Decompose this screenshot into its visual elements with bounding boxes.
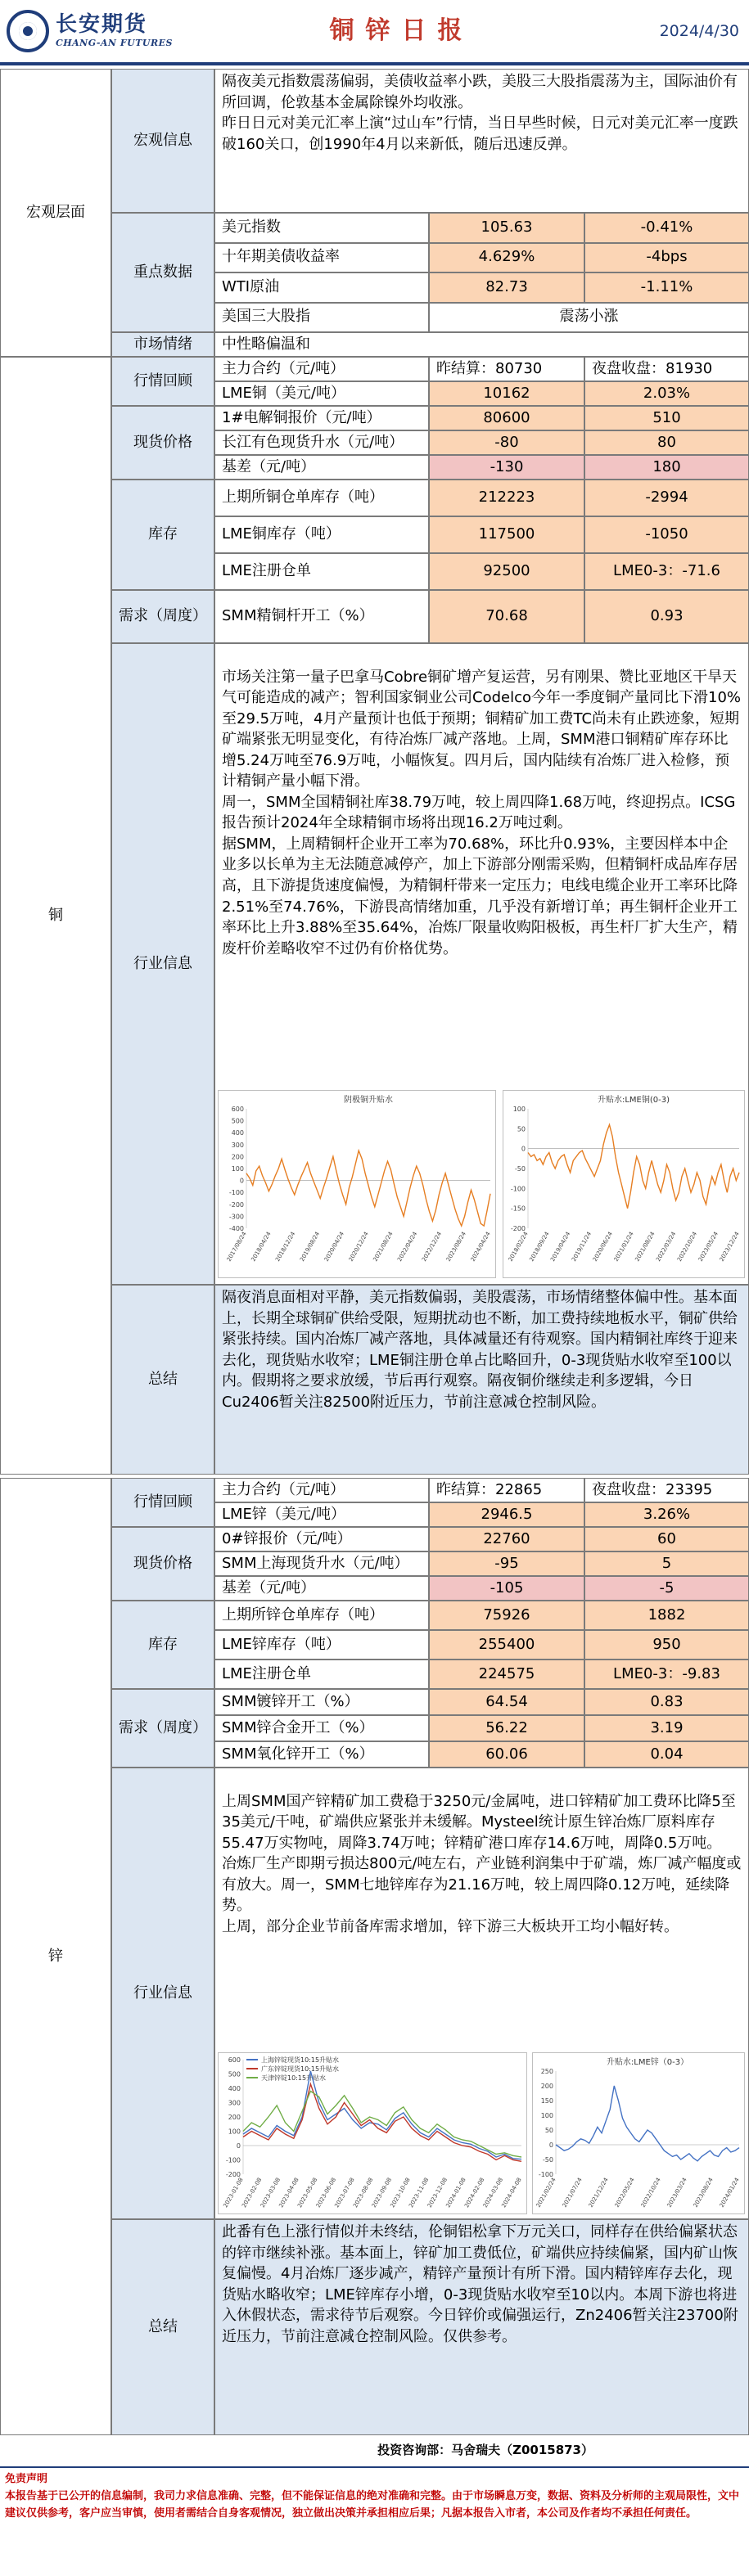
x-tick-label: 2023/12/24	[718, 1231, 741, 1263]
row-name: SMM锌合金开工（%）	[214, 1715, 429, 1741]
row-value: 117500	[429, 516, 584, 553]
row-value: 82.73	[429, 272, 584, 303]
y-tick-label: 300	[228, 2099, 241, 2107]
x-tick-label: 2017/08/24	[225, 1231, 248, 1263]
x-tick-label: 2021/12/24	[587, 2177, 610, 2209]
disclaimer-block	[0, 2466, 749, 2525]
copper-chart-premium	[218, 1090, 496, 1278]
x-tick-label: 2021/08/24	[634, 1231, 657, 1263]
zinc-lme-value: 2946.5	[429, 1502, 584, 1527]
row-name: 基差（元/吨）	[214, 455, 429, 480]
row-change: -1.11%	[584, 272, 749, 303]
x-tick-label: 2023/05/24	[697, 1231, 720, 1263]
row-name: 十年期美债收益率	[214, 243, 429, 273]
series-line	[528, 1125, 739, 1209]
x-tick-label: 2018/12/24	[274, 1231, 297, 1263]
zinc-stock-label: 库存	[111, 1601, 214, 1689]
row-name: LME注册仓单	[214, 553, 429, 590]
zinc-spot-label: 现货价格	[111, 1527, 214, 1601]
row-name: LME注册仓单	[214, 1660, 429, 1689]
row-change: -1050	[584, 516, 749, 553]
y-tick-label: 500	[228, 2070, 241, 2078]
macro-info-text-2: 昨日日元对美元汇率上演“过山车”行情，当日早些时候，日元对美元汇率一度跌破160关口，创1990年4月以来新低，随后迅速反弹。	[222, 115, 738, 153]
y-tick-label: -200	[510, 1225, 526, 1232]
x-tick-label: 2020/06/24	[591, 1231, 614, 1263]
series-line	[243, 2092, 521, 2158]
copper-chart-lme-spread	[503, 1090, 745, 1278]
y-tick-label: -300	[228, 1213, 244, 1221]
copper-lme-spread-chart-svg	[503, 1091, 746, 1279]
x-tick-label: 2023/08/24	[444, 1231, 467, 1263]
row-name: 上期所锌仓单库存（吨）	[214, 1601, 429, 1630]
x-tick-label: 2024-02-08	[463, 2177, 486, 2209]
row-value: 255400	[429, 1630, 584, 1660]
row-change: 1882	[584, 1601, 749, 1630]
row-value: 70.68	[429, 590, 584, 643]
x-tick-label: 2023-07-08	[333, 2177, 356, 2209]
row-value: 75926	[429, 1601, 584, 1630]
x-tick-label: 2018/09/24	[528, 1231, 551, 1263]
chart-title: 升贴水:LME铜(0-3)	[597, 1096, 670, 1105]
row-name: SMM精铜杆开工（%）	[214, 590, 429, 643]
y-tick-label: 600	[231, 1106, 244, 1113]
zinc-night-close: 夜盘收盘：23395	[584, 1478, 749, 1502]
company-logo-icon	[7, 10, 49, 52]
x-tick-label: 2023-10-08	[389, 2177, 412, 2209]
y-tick-label: 400	[228, 2085, 241, 2092]
zinc-summary-text: 此番有色上涨行情似并未终结，伦铜铝松拿下万元关口，同样存在供给偏紧状态的锌市继续补涨。基本面上，锌矿加工费低位，矿端供应持续偏紧，国内矿山恢复偏慢。4月冶炼厂逐步减产，精锌产量预计有所下滑。国内精锌库存去化，现货贴水略收窄；LME锌库存小增，0-3现货贴水收窄至10以内。本周下游也将进入休假状态，需求待节后观察。今日锌价或偏强运行，Zn2406暂关注23700附近压力，节前注意减仓控制风险。仅供参考。	[222, 2223, 738, 2345]
y-tick-label: 200	[231, 1153, 244, 1161]
y-tick-label: 100	[540, 2112, 553, 2119]
y-tick-label: 0	[521, 1145, 526, 1153]
row-change: 3.19	[584, 1715, 749, 1741]
y-tick-label: 0	[239, 1177, 244, 1185]
x-tick-label: 2024-03-08	[481, 2177, 505, 2209]
row-change: 0.93	[584, 590, 749, 643]
row-name: SMM氧化锌开工（%）	[214, 1741, 429, 1768]
y-tick-label: 100	[228, 2128, 241, 2136]
x-tick-label: 2022/10/24	[639, 2177, 662, 2209]
key-data-label: 重点数据	[111, 213, 214, 332]
copper-lme-label: LME铜（美元/吨）	[214, 381, 429, 406]
row-value: 212223	[429, 480, 584, 516]
y-tick-label: -100	[228, 1189, 244, 1197]
x-tick-label: 2021/07/24	[561, 2177, 584, 2209]
row-change: 0.83	[584, 1689, 749, 1715]
company-name-en: CHANG-AN FUTURES	[56, 37, 173, 48]
row-value: -130	[429, 455, 584, 480]
zinc-premium-chart-svg	[219, 2053, 528, 2215]
y-tick-label: 200	[540, 2083, 553, 2090]
disclaimer-text: 本报告基于已公开的信息编制，我司力求信息准确、完整，但不能保证信息的绝对准确和完整。由于市场瞬息万变，数据、资料及分析师的主观局限性，文中建议仅供参考，客户应当审慎，使用者需结合自身客观情况，独立做出决策并承担相应后果；凡据本报告入市者，本公司及作者均不承担任何责任。	[5, 2489, 740, 2520]
macro-info-label: 宏观信息	[111, 69, 214, 213]
copper-premium-chart-svg	[219, 1091, 497, 1279]
x-tick-label: 2018/04/24	[250, 1231, 273, 1263]
report-header	[0, 0, 749, 65]
row-change: 5	[584, 1551, 749, 1576]
zinc-chart-premium	[218, 2052, 527, 2214]
row-change: -0.41%	[584, 213, 749, 243]
row-value: 4.629%	[429, 243, 584, 273]
x-tick-label: 2021/01/24	[612, 1231, 635, 1263]
copper-summary-text: 隔夜消息面相对平静，美元指数偏弱，美股震荡，市场情绪整体偏中性。基本面上，长期全球铜矿供给受限，短期扰动也不断，加工费持续地板水平，铜矿供给紧张持续。国内冶炼厂减产落地，具体减量还有待观察。国内精铜社库终于迎来去化，现货贴水收窄；LME铜注册仓单占比略回升，0-3现货贴水收窄至100以内。假期将之要求放缓，节后再行观察。隔夜铜价继续走利多逻辑，今日Cu2406暂关注82500附近压力，节前注意减仓控制风险。	[222, 1289, 738, 1411]
y-tick-label: 500	[231, 1117, 244, 1125]
x-tick-label: 2024-01-08	[444, 2177, 467, 2209]
row-value: 80600	[429, 406, 584, 430]
legend-label: 上海锌锭现货10:15升贴水	[261, 2056, 340, 2064]
y-tick-label: 200	[228, 2114, 241, 2121]
row-name: 美元指数	[214, 213, 429, 243]
y-tick-label: 100	[512, 1106, 526, 1113]
y-tick-label: 150	[540, 2097, 553, 2105]
row-name: SMM镀锌开工（%）	[214, 1689, 429, 1715]
x-tick-label: 2023-11-08	[408, 2177, 431, 2209]
chart-title: 升贴水:LME锌（0-3）	[606, 2058, 689, 2067]
row-change: -5	[584, 1576, 749, 1601]
zinc-main-contract: 主力合约（元/吨）	[214, 1478, 429, 1502]
row-value: -105	[429, 1576, 584, 1601]
row-name: 0#锌报价（元/吨）	[214, 1527, 429, 1551]
x-tick-label: 2023/08/24	[692, 2177, 715, 2209]
copper-lme-change: 2.03%	[584, 381, 749, 406]
macro-section-label: 宏观层面	[0, 69, 111, 357]
y-tick-label: 300	[231, 1141, 244, 1149]
report-date: 2024/4/30	[659, 21, 739, 40]
x-tick-label: 2021/08/24	[372, 1231, 395, 1263]
row-change: 80	[584, 430, 749, 455]
row-name: 上期所铜仓单库存（吨）	[214, 480, 429, 516]
x-tick-label: 2024-04-08	[500, 2177, 523, 2209]
report-title: 铜锌日报	[329, 16, 474, 46]
x-tick-label: 2023-05-08	[296, 2177, 319, 2209]
row-change: 60	[584, 1527, 749, 1551]
market-mood-label: 市场情绪	[111, 332, 214, 357]
row-name: 1#电解铜报价（元/吨）	[214, 406, 429, 430]
x-tick-label: 2022/12/24	[421, 1231, 444, 1263]
x-tick-label: 2023/03/24	[666, 2177, 688, 2209]
zinc-lme-change: 3.26%	[584, 1502, 749, 1527]
copper-spot-label: 现货价格	[111, 406, 214, 480]
row-value: 105.63	[429, 213, 584, 243]
row-value: 224575	[429, 1660, 584, 1689]
x-tick-label: 2022/10/24	[676, 1231, 699, 1263]
y-tick-label: 400	[231, 1129, 244, 1137]
row-name: LME铜库存（吨）	[214, 516, 429, 553]
zinc-summary-cell	[214, 2219, 749, 2435]
x-tick-label: 2022/05/24	[613, 2177, 636, 2209]
row-name: LME锌库存（吨）	[214, 1630, 429, 1660]
row-name: SMM上海现货升水（元/吨）	[214, 1551, 429, 1576]
row-value: 震荡小涨	[429, 303, 749, 333]
row-name: WTI原油	[214, 272, 429, 303]
y-tick-label: 50	[544, 2127, 553, 2134]
copper-lme-value: 10162	[429, 381, 584, 406]
row-change: LME0-3：-71.6	[584, 553, 749, 590]
y-tick-label: -200	[228, 1200, 244, 1209]
x-tick-label: 2023-02-08	[241, 2177, 264, 2209]
x-tick-label: 2022/04/24	[396, 1231, 419, 1263]
row-change: -2994	[584, 480, 749, 516]
copper-industry-label: 行业信息	[111, 643, 214, 1285]
y-tick-label: -100	[225, 2156, 241, 2164]
row-change: LME0-3：-9.83	[584, 1660, 749, 1689]
x-tick-label: 2023-03-08	[259, 2177, 282, 2209]
row-name: 美国三大股指	[214, 303, 429, 333]
chart-title: 阴极铜升贴水	[344, 1096, 393, 1105]
zinc-prev-close: 昨结算：22865	[429, 1478, 584, 1502]
zinc-section-label: 锌	[0, 1478, 111, 2435]
row-value: -95	[429, 1551, 584, 1576]
x-tick-label: 2023-01-08	[222, 2177, 245, 2209]
y-tick-label: -50	[542, 2156, 553, 2164]
copper-quote-label: 行情回顾	[111, 357, 214, 406]
y-tick-label: -50	[514, 1165, 526, 1173]
copper-demand-label: 需求（周度）	[111, 590, 214, 643]
report-footer	[0, 2437, 749, 2525]
row-change: 0.04	[584, 1741, 749, 1768]
y-tick-label: 0	[548, 2141, 553, 2149]
copper-stock-label: 库存	[111, 480, 214, 590]
copper-industry-text: 市场关注第一量子巴拿马Cobre铜矿增产复运营，另有刚果、赞比亚地区干旱天气可能造成的减产；智利国家铜业公司Codelco今年一季度铜产量同比下滑10%至29.5万吨，4月产量预计也低于预期；铜精矿加工费TC尚未有止跌迹象，短期矿端紧张无明显变化，有待冶炼厂减产落地。上周，SMM港口铜精矿库存环比增5.24万吨至76.9万吨，小幅恢复。四月后，国内陆续有冶炼厂进入检修，预计精铜产量小幅下滑。 周一，SMM全国精铜社库38.79万吨，较上周四降1.68万吨，终迎拐点。ICSG报告预计2024年全球精铜市场将出现16.2万吨过剩。 据SMM，上周精铜杆企业开工率为70.68%，环比升0.93%，主要因样本中企业多以长单为主无法随意减停产，加上下游部分刚需采购，但精铜杆成品库存居高，且下游提货速度偏慢，为精铜杆带来一定压力；电线电缆企业开工率环比降2.51%至74.76%，下游畏高情绪加重，几乎没有新增订单；再生铜杆企业开工率环比上升3.88%至35.64%，冶炼厂限量收购阳极板，再生杆厂扩大生产，精废杆价差略收窄不过仍有价格优势。	[222, 668, 741, 957]
row-change: -4bps	[584, 243, 749, 273]
row-change: 180	[584, 455, 749, 480]
y-tick-label: 600	[228, 2056, 241, 2064]
x-tick-label: 2020/04/24	[323, 1231, 345, 1263]
x-tick-label: 2023-09-08	[370, 2177, 394, 2209]
zinc-summary-label: 总结	[111, 2219, 214, 2435]
zinc-demand-label: 需求（周度）	[111, 1689, 214, 1768]
row-value: 64.54	[429, 1689, 584, 1715]
y-tick-label: 0	[236, 2142, 241, 2150]
copper-prev-close: 昨结算：80730	[429, 357, 584, 381]
x-tick-label: 2019/11/24	[571, 1231, 593, 1263]
copper-summary-label: 总结	[111, 1285, 214, 1475]
zinc-chart-lme-spread	[532, 2052, 745, 2214]
x-tick-label: 2018/02/24	[507, 1231, 530, 1263]
zinc-quote-label: 行情回顾	[111, 1478, 214, 1527]
x-tick-label: 2020/12/24	[347, 1231, 370, 1263]
copper-main-contract: 主力合约（元/吨）	[214, 357, 429, 381]
x-tick-label: 2024/04/24	[469, 1231, 492, 1263]
x-tick-label: 2023-12-08	[426, 2177, 449, 2209]
x-tick-label: 2022/03/24	[655, 1231, 678, 1263]
row-value: 60.06	[429, 1741, 584, 1768]
zinc-lme-spread-chart-svg	[533, 2053, 746, 2215]
row-value: 22760	[429, 1527, 584, 1551]
zinc-industry-text: 上周SMM国产锌精矿加工费稳于3250元/金属吨，进口锌精矿加工费环比降5至35美元/干吨，矿端供应紧张并未缓解。Mysteel统计原生锌冶炼厂原料库存55.47万实物吨，周降3.74万吨；锌精矿港口库存14.6万吨，周降0.5万吨。 冶炼厂生产即期亏损达800元/吨左右，产业链利润集中于矿端，炼厂减产幅度或有放大。周一，SMM七地锌库存为21.16万吨，较上周四降0.12万吨，延续降势。 上周，部分企业节前备库需求增加，锌下游三大板块开工均小幅好转。	[222, 1792, 742, 1935]
x-tick-label: 2023-04-08	[277, 2177, 300, 2209]
legend-label: 天津锌锭10:15升贴水	[261, 2074, 327, 2082]
copper-section-label: 铜	[0, 357, 111, 1475]
row-value: 56.22	[429, 1715, 584, 1741]
y-tick-label: -150	[510, 1205, 526, 1213]
row-name: 基差（元/吨）	[214, 1576, 429, 1601]
series-line	[246, 1151, 490, 1226]
zinc-lme-label: LME锌（美元/吨）	[214, 1502, 429, 1527]
y-tick-label: 250	[540, 2068, 553, 2075]
x-tick-label: 2021/02/24	[535, 2177, 557, 2209]
x-tick-label: 2019/04/24	[549, 1231, 572, 1263]
market-mood-text: 中性略偏温和	[214, 332, 749, 357]
y-tick-label: -200	[225, 2171, 241, 2178]
copper-night-close: 夜盘收盘：81930	[584, 357, 749, 381]
row-change: 950	[584, 1630, 749, 1660]
legend-label: 广东锌锭现货10:15升贴水	[261, 2065, 340, 2073]
y-tick-label: -100	[538, 2171, 553, 2178]
y-tick-label: -400	[228, 1225, 244, 1232]
macro-info-text-1: 隔夜美元指数震荡偏弱，美债收益率小跌，美股三大股指震荡为主，国际油价有所回调，伦敦基本金属除镍外均收涨。	[222, 73, 738, 111]
y-tick-label: -100	[510, 1185, 526, 1193]
y-tick-label: 50	[517, 1125, 526, 1133]
row-name: 长江有色现货升水（元/吨）	[214, 430, 429, 455]
copper-summary-cell	[214, 1285, 749, 1475]
x-tick-label: 2023-08-08	[352, 2177, 375, 2209]
x-tick-label: 2024/01/24	[718, 2177, 741, 2209]
series-line	[556, 2086, 739, 2161]
y-tick-label: 100	[231, 1165, 244, 1173]
macro-info-text	[214, 69, 749, 213]
company-name-cn: 长安期货	[56, 12, 148, 38]
analyst-info: 投资咨询部：马舍瑞夫（Z0015873）	[377, 2443, 593, 2457]
zinc-industry-label: 行业信息	[111, 1768, 214, 2219]
row-value: -80	[429, 430, 584, 455]
disclaimer-title: 免责声明	[5, 2473, 48, 2485]
x-tick-label: 2023-06-08	[314, 2177, 338, 2209]
row-change: 510	[584, 406, 749, 430]
row-value: 92500	[429, 553, 584, 590]
x-tick-label: 2019/08/24	[299, 1231, 322, 1263]
